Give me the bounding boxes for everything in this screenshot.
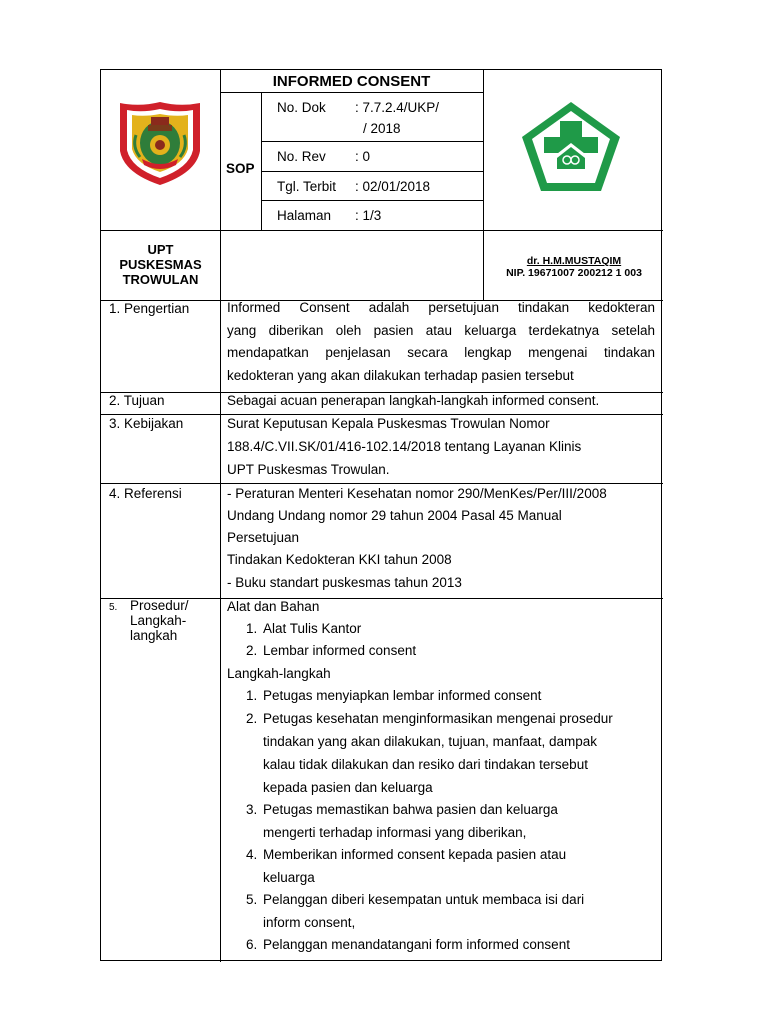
pengertian-line: yang diberikan oleh pasien atau keluarga terdekatnya setelah bbox=[227, 322, 655, 338]
langkah-item-cont: keluarga bbox=[263, 870, 315, 885]
header-bottom-line bbox=[101, 230, 663, 231]
label-pengertian: 1. Pengertian bbox=[109, 301, 190, 316]
org-line-1: UPT bbox=[147, 242, 174, 257]
langkah-item-number: 5. bbox=[246, 892, 258, 907]
langkah-heading: Langkah-langkah bbox=[227, 666, 331, 681]
sop-divider bbox=[261, 92, 262, 230]
referensi-line: Tindakan Kedokteran KKI tahun 2008 bbox=[227, 552, 452, 567]
sop-document bbox=[100, 69, 662, 961]
pengertian-line: Informed Consent adalah persetujuan tindakan kedokteran bbox=[227, 300, 655, 315]
signer-nip: NIP. 19671007 200212 1 003 bbox=[506, 267, 642, 279]
column-divider-left bbox=[220, 70, 221, 962]
label-prosedur: Prosedur/ bbox=[130, 598, 189, 613]
column-divider-right bbox=[483, 70, 484, 300]
field-value-no-dok-cont: / 2018 bbox=[363, 121, 401, 136]
row-divider bbox=[261, 200, 483, 201]
alat-item: Lembar informed consent bbox=[263, 643, 417, 658]
referensi-line: Persetujuan bbox=[227, 530, 300, 545]
org-line-2: PUSKESMAS bbox=[119, 257, 202, 272]
kebijakan-line: Surat Keputusan Kepala Puskesmas Trowulan Nomor bbox=[227, 416, 550, 431]
referensi-line: - Peraturan Menteri Kesehatan nomor 290/MenKes/Per/III/2008 bbox=[227, 486, 607, 501]
langkah-item-cont: inform consent, bbox=[263, 915, 356, 930]
label-tujuan: 2. Tujuan bbox=[109, 393, 165, 408]
label-prosedur: langkah bbox=[130, 628, 178, 643]
langkah-item-number: 2. bbox=[246, 711, 258, 726]
langkah-item: Petugas memastikan bahwa pasien dan keluarga bbox=[263, 802, 558, 817]
alat-item-number: 1. bbox=[246, 621, 258, 636]
title-underline bbox=[220, 92, 483, 93]
langkah-item-cont: kalau tidak dilakukan dan resiko dari tindakan tersebut bbox=[263, 757, 588, 772]
row-divider bbox=[261, 141, 483, 142]
langkah-item-cont: tindakan yang akan dilakukan, tujuan, manfaat, dampak bbox=[263, 734, 597, 749]
field-label-no-dok: No. Dok bbox=[277, 100, 326, 115]
section-divider bbox=[101, 483, 663, 484]
label-prosedur-number: 5. bbox=[109, 602, 118, 613]
field-label-no-rev: No. Rev bbox=[277, 149, 326, 164]
puskesmas-logo-icon bbox=[519, 99, 623, 194]
referensi-line: Undang Undang nomor 29 tahun 2004 Pasal 45 Manual bbox=[227, 508, 562, 523]
langkah-item-cont: mengerti terhadap informasi yang diberikan, bbox=[263, 825, 527, 840]
langkah-item: Memberikan informed consent kepada pasien atau bbox=[263, 847, 567, 862]
field-value-tgl-terbit: : 02/01/2018 bbox=[355, 179, 431, 194]
pengertian-line: kedokteran yang akan dilakukan terhadap pasien tersebut bbox=[227, 367, 574, 383]
label-kebijakan: 3. Kebijakan bbox=[109, 416, 184, 431]
label-referensi: 4. Referensi bbox=[109, 486, 182, 501]
langkah-item-number: 1. bbox=[246, 688, 258, 703]
pengertian-line: mendapatkan penjelasan secara lengkap mengenai tindakan bbox=[227, 345, 655, 360]
signer-name: dr. H.M.MUSTAQIM bbox=[526, 255, 622, 267]
langkah-item: Petugas kesehatan menginformasikan mengenai prosedur bbox=[263, 711, 613, 726]
document-title: INFORMED CONSENT bbox=[272, 73, 431, 90]
langkah-item-number: 3. bbox=[246, 802, 258, 817]
regency-emblem-icon bbox=[116, 99, 205, 187]
field-label-tgl-terbit: Tgl. Terbit bbox=[277, 179, 337, 194]
field-value-halaman: : 1/3 bbox=[355, 208, 382, 223]
kebijakan-line: UPT Puskesmas Trowulan. bbox=[227, 462, 390, 477]
field-value-no-rev: : 0 bbox=[355, 149, 371, 164]
org-line-3: TROWULAN bbox=[122, 272, 199, 287]
langkah-item: Petugas menyiapkan lembar informed consent bbox=[263, 688, 542, 703]
alat-item: Alat Tulis Kantor bbox=[263, 621, 362, 636]
langkah-item-number: 6. bbox=[246, 937, 258, 952]
pengertian-text bbox=[227, 297, 655, 387]
alat-item-number: 2. bbox=[246, 643, 258, 658]
alat-heading: Alat dan Bahan bbox=[227, 599, 320, 614]
tujuan-text: Sebagai acuan penerapan langkah-langkah informed consent. bbox=[227, 393, 600, 408]
label-prosedur: Langkah- bbox=[130, 613, 187, 628]
kebijakan-line: 188.4/C.VII.SK/01/416-102.14/2018 tentang Layanan Klinis bbox=[227, 439, 582, 454]
langkah-item: Pelanggan diberi kesempatan untuk membaca isi dari bbox=[263, 892, 585, 907]
row-divider bbox=[261, 171, 483, 172]
field-label-halaman: Halaman bbox=[277, 208, 332, 223]
langkah-item: Pelanggan menandatangani form informed consent bbox=[263, 937, 570, 952]
langkah-item-cont: kepada pasien dan keluarga bbox=[263, 780, 433, 795]
referensi-line: - Buku standart puskesmas tahun 2013 bbox=[227, 575, 462, 590]
field-value-no-dok: : 7.7.2.4/UKP/ bbox=[355, 100, 440, 115]
sop-label: SOP bbox=[226, 161, 255, 176]
langkah-item-number: 4. bbox=[246, 847, 258, 862]
section-divider bbox=[101, 414, 663, 415]
